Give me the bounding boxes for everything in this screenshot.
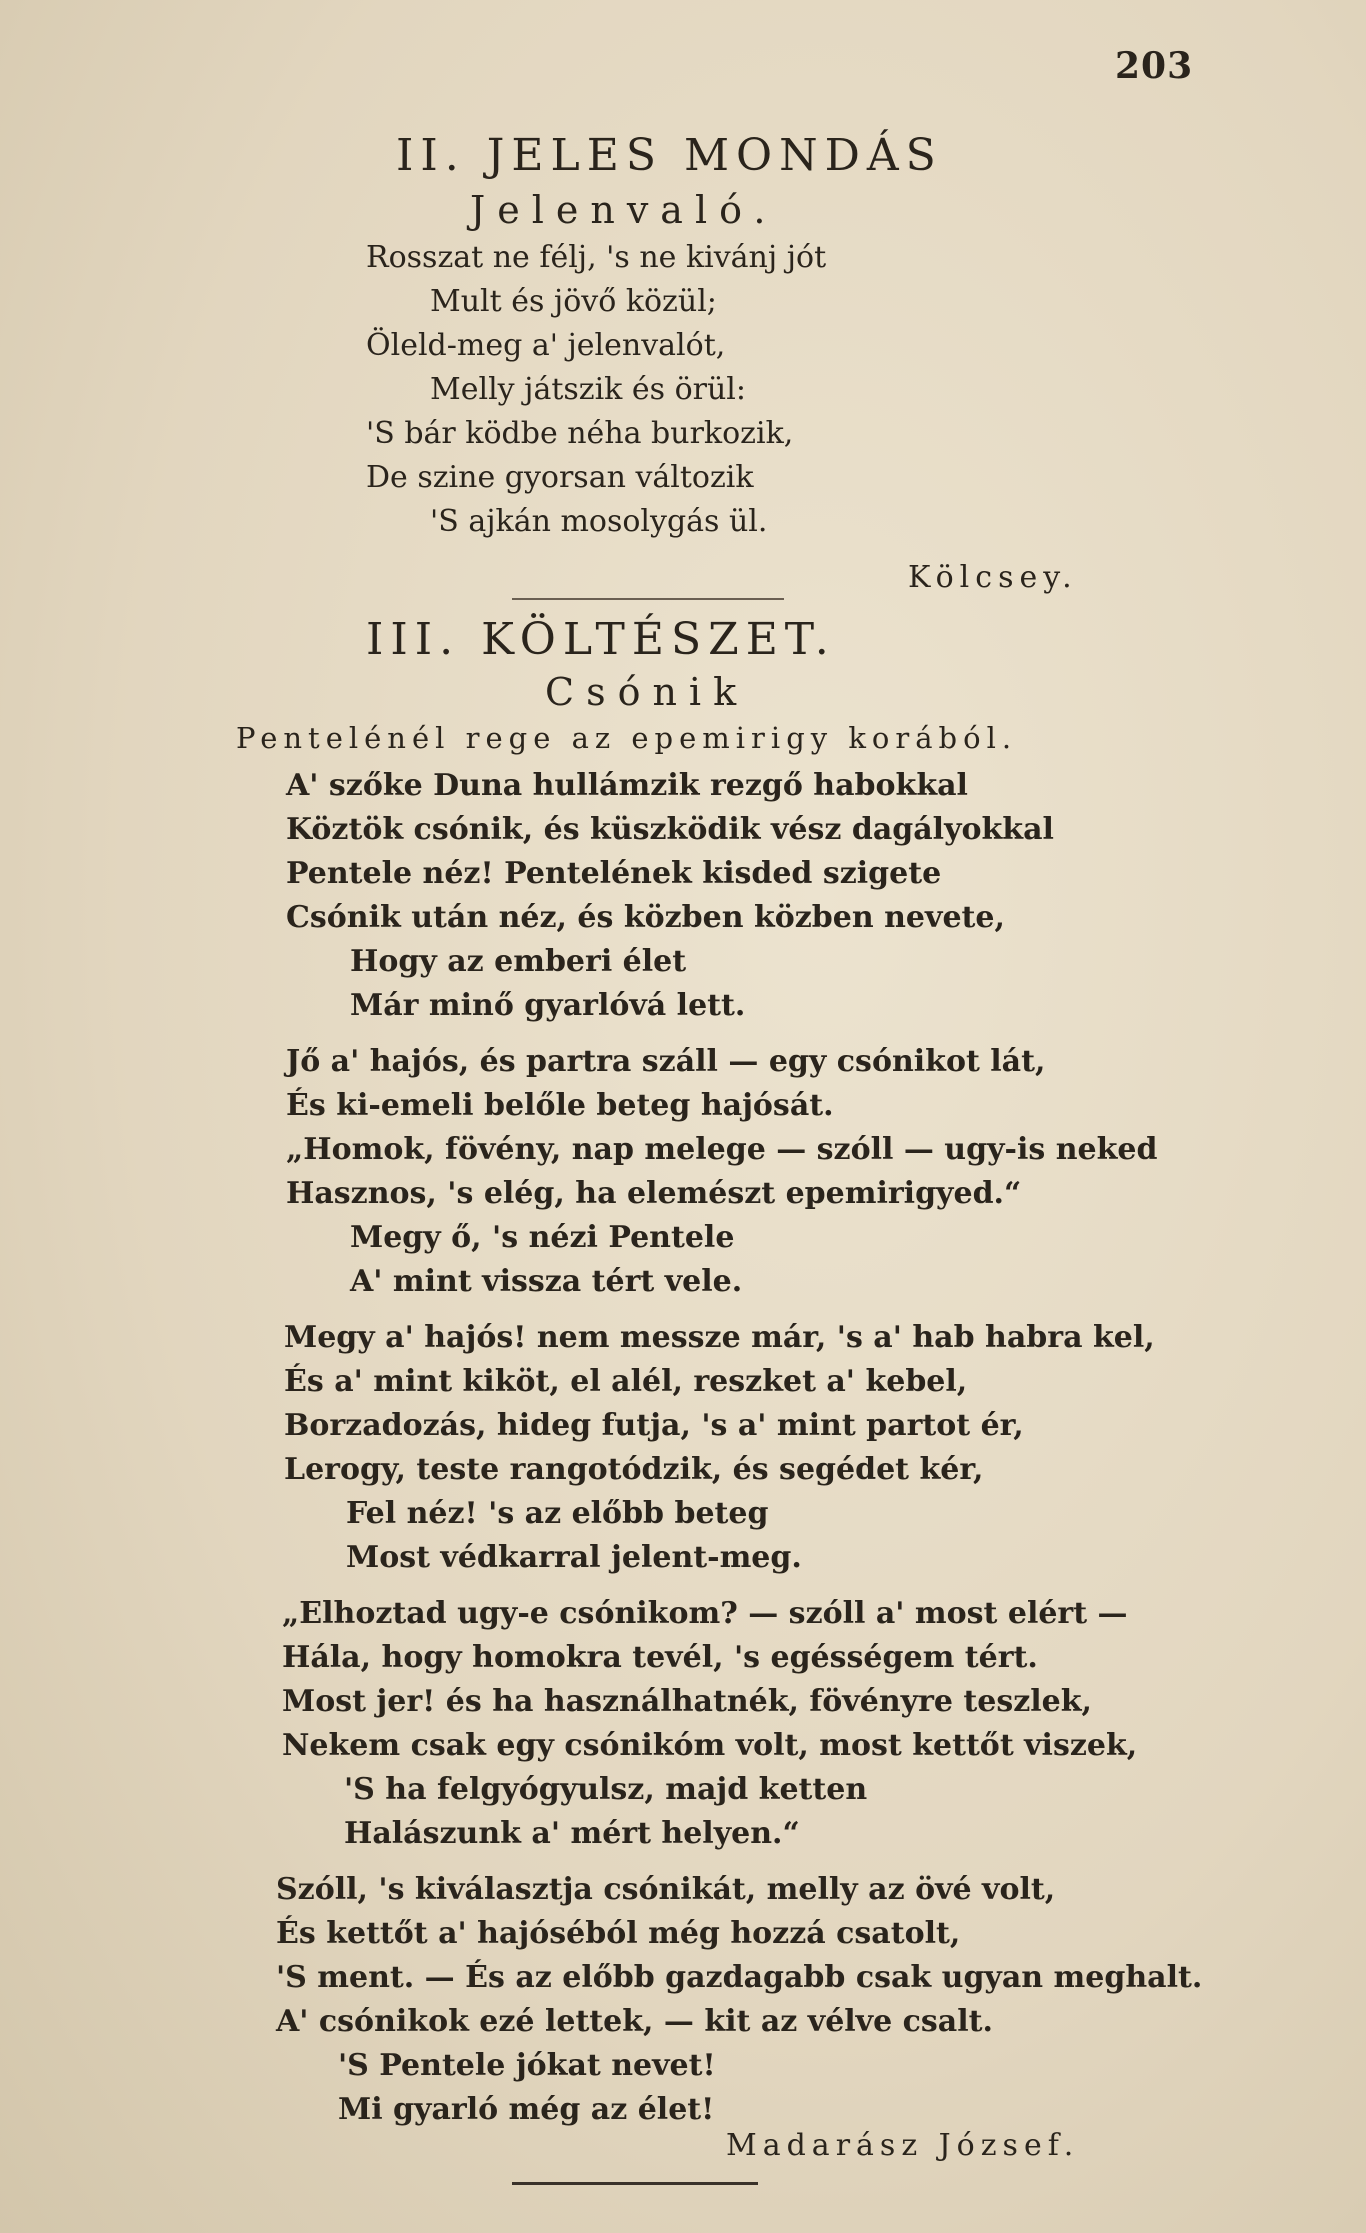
poem-line: Mi gyarló még az élet! [338, 2092, 715, 2127]
poem-line: 'S bár ködbe néha burkozik, [366, 416, 794, 451]
poem-line: Megy ő, 's nézi Pentele [350, 1220, 735, 1255]
poem-line: A' csónikok ezé lettek, — kit az vélve csalt. [276, 2004, 993, 2039]
poem-line: Most védkarral jelent-meg. [346, 1540, 802, 1575]
poem-line: 'S ment. — És az előbb gazdagabb csak ugyan meghalt. [276, 1960, 1203, 1995]
poem-line: 'S ajkán mosolygás ül. [430, 504, 768, 539]
separator-rule [512, 598, 784, 600]
section-iii-subtitle: Csónik [545, 670, 749, 714]
poem-line: Pentele néz! Pentelének kisded szigete [286, 856, 942, 891]
poem-line: A' szőke Duna hullámzik rezgő habokkal [286, 768, 968, 803]
poem-line: Öleld-meg a' jelenvalót, [366, 328, 726, 363]
poem-line: A' mint vissza tért vele. [350, 1264, 743, 1299]
section-iii-title: III. KÖLTÉSZET. [366, 614, 836, 665]
poem-line: Most jer! és ha használhatnék, fövényre teszlek, [282, 1684, 1092, 1719]
poem-line: Rosszat ne félj, 's ne kivánj jót [366, 240, 827, 275]
poem-epigraph: Pentelénél rege az epemirigy korából. [236, 721, 1018, 755]
poem-line: És kettőt a' hajóséból még hozzá csatolt, [276, 1916, 961, 1951]
poem-line: Köztök csónik, és küszködik vész dagályokkal [286, 812, 1054, 847]
poem-line: 'S ha felgyógyulsz, majd ketten [344, 1772, 868, 1807]
poem-line: Nekem csak egy csónikóm volt, most kettőt viszek, [282, 1728, 1138, 1763]
section-iii-author: Madarász József. [726, 2128, 1080, 2163]
poem-line: Hála, hogy homokra tevél, 's egésségem tért. [282, 1640, 1038, 1675]
closing-rule [512, 2182, 758, 2185]
section-ii-author: Kölcsey. [908, 560, 1078, 595]
poem-line: Csónik után néz, és közben közben nevete, [286, 900, 1005, 935]
poem-line: Hogy az emberi élet [350, 944, 687, 979]
poem-line: Jő a' hajós, és partra száll — egy csónikot lát, [286, 1044, 1046, 1079]
poem-line: „Elhoztad ugy-e csónikom? — szóll a' most elért — [282, 1596, 1128, 1631]
poem-line: De szine gyorsan változik [366, 460, 754, 495]
poem-line: Melly játszik és örül: [430, 372, 747, 407]
poem-line: Szóll, 's kiválasztja csónikát, melly az övé volt, [276, 1872, 1056, 1907]
poem-line: Megy a' hajós! nem messze már, 's a' hab habra kel, [284, 1320, 1155, 1355]
poem-line: És ki-emeli belőle beteg hajósát. [286, 1088, 834, 1123]
poem-line: Hasznos, 's elég, ha elemészt epemirigyed.“ [286, 1176, 1022, 1211]
section-ii-subtitle: Jelenvaló. [470, 188, 778, 232]
poem-line: „Homok, fövény, nap melege — szóll — ugy-is neked [286, 1132, 1158, 1167]
poem-line: Borzadozás, hideg futja, 's a' mint partot ér, [284, 1408, 1024, 1443]
poem-line: Már minő gyarlóvá lett. [350, 988, 746, 1023]
poem-line: Mult és jövő közül; [430, 284, 717, 319]
section-ii-title: II. JELES MONDÁS [396, 130, 943, 181]
poem-line: Lerogy, teste rangotódzik, és segédet kér, [284, 1452, 984, 1487]
poem-line: Fel néz! 's az előbb beteg [346, 1496, 769, 1531]
page-number: 203 [1115, 45, 1194, 87]
poem-line: És a' mint kiköt, el alél, reszket a' kebel, [284, 1364, 968, 1399]
poem-line: Halászunk a' mért helyen.“ [344, 1816, 800, 1851]
poem-line: 'S Pentele jókat nevet! [338, 2048, 716, 2083]
